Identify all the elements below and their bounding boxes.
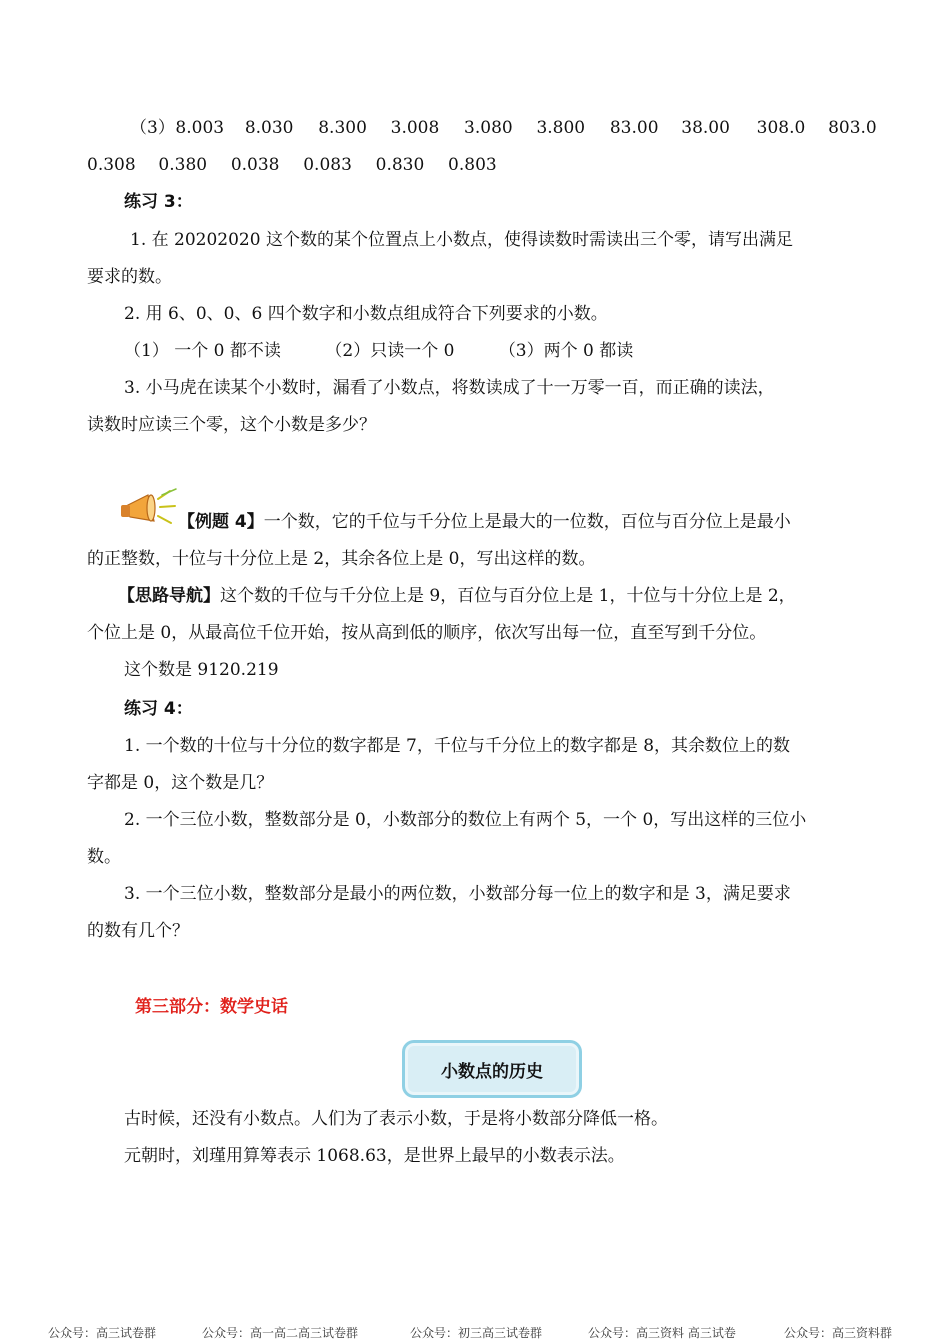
- number-item: 0.038: [230, 155, 280, 175]
- numbers-row-2: [87, 153, 497, 177]
- history-title-badge: [402, 1040, 582, 1098]
- number-item: 0.830: [375, 155, 425, 175]
- number-item: 83.00: [609, 118, 659, 138]
- practice-4-q1-line2: 字都是 0，这个数是几？: [87, 773, 274, 793]
- footer-item: 公众号：初三高三试卷群: [410, 1326, 543, 1340]
- practice-4-q3-line2: 的数有几个？: [87, 921, 189, 941]
- footer-item: 公众号：高一高二高三试卷群: [202, 1326, 359, 1340]
- practice-3-q1-line1: 1. 在 20202020 这个数的某个位置点上小数点，使得读数时需读出三个零，请写出满足: [130, 230, 793, 250]
- footer-item: 公众号：高三试卷群: [48, 1326, 157, 1340]
- hint-line1: [118, 584, 796, 608]
- practice-4-title: 练习 4：: [124, 699, 193, 719]
- numbers-label: （3）: [130, 118, 175, 138]
- example-4-text: 一个数，它的千位与千分位上是最大的一位数，百位与百分位上是最小: [263, 512, 791, 532]
- example-4-answer: 这个数是 9120.219: [124, 660, 279, 680]
- footer-item: 公众号：高三资料 高三试卷: [588, 1326, 736, 1340]
- practice-4-q2-line2: 数。: [87, 847, 121, 867]
- number-item: 3.800: [536, 118, 586, 138]
- example-4-line1: [178, 510, 791, 534]
- practice-3-q2-option-1: （1） 一个 0 都不读: [124, 341, 281, 361]
- number-item: 0.380: [158, 155, 208, 175]
- number-item: 308.0: [756, 118, 806, 138]
- number-item: 8.003: [175, 118, 225, 138]
- hint-text: 这个数的千位与千分位上是 9，百位与百分位上是 1，十位与十分位上是 2，: [220, 586, 796, 606]
- history-title: 小数点的历史: [441, 1061, 543, 1082]
- practice-3-q2-option-3: （3）两个 0 都读: [498, 341, 634, 361]
- practice-3-q1-line2: 要求的数。: [87, 267, 172, 287]
- example-4-label: 【例题 4】: [178, 512, 264, 532]
- practice-3-q3-line1: 3. 小马虎在读某个小数时，漏看了小数点，将数读成了十一万零一百，而正确的读法，: [124, 378, 775, 398]
- practice-3-title: 练习 3：: [124, 192, 193, 212]
- example-4-line2: 的正整数，十位与十分位上是 2，其余各位上是 0，写出这样的数。: [87, 549, 596, 569]
- history-paragraph-1: 古时候，还没有小数点。人们为了表示小数，于是将小数部分降低一格。: [124, 1109, 668, 1129]
- practice-3-q2-options: [124, 339, 633, 363]
- hint-line2: 个位上是 0，从最高位千位开始，按从高到低的顺序，依次写出每一位，直至写到千分位。: [87, 623, 767, 643]
- practice-4-q3-line1: 3. 一个三位小数，整数部分是最小的两位数，小数部分每一位上的数字和是 3，满足要求: [124, 884, 791, 904]
- practice-4-q2-line1: 2. 一个三位小数，整数部分是 0，小数部分的数位上有两个 5，一个 0，写出这样的三位小: [124, 810, 807, 830]
- number-item: 38.00: [681, 118, 730, 138]
- part-3-heading: 第三部分：数学史话: [135, 997, 288, 1017]
- footer-item: 公众号：高三资料群: [784, 1326, 893, 1340]
- number-item: 3.080: [464, 118, 513, 138]
- hint-label: 【思路导航】: [118, 586, 220, 606]
- number-item: 8.030: [244, 118, 294, 138]
- number-item: 803.0: [828, 118, 877, 138]
- footer: [0, 1322, 950, 1342]
- megaphone-icon: [120, 487, 178, 529]
- number-item: 0.083: [303, 155, 352, 175]
- numbers-row-1: [130, 116, 877, 140]
- history-paragraph-2: 元朝时，刘瑾用算筹表示 1068.63，是世界上最早的小数表示法。: [124, 1146, 625, 1166]
- number-item: 0.803: [448, 155, 497, 175]
- practice-3-q2: 2. 用 6、0、0、6 四个数字和小数点组成符合下列要求的小数。: [124, 304, 608, 324]
- practice-3-q3-line2: 读数时应读三个零，这个小数是多少？: [87, 415, 376, 435]
- number-item: 0.308: [87, 155, 136, 175]
- practice-3-q2-option-2: （2）只读一个 0: [325, 341, 455, 361]
- number-item: 3.008: [390, 118, 440, 138]
- number-item: 8.300: [318, 118, 367, 138]
- practice-4-q1-line1: 1. 一个数的十位与十分位的数字都是 7，千位与千分位上的数字都是 8，其余数位上的数: [124, 736, 791, 756]
